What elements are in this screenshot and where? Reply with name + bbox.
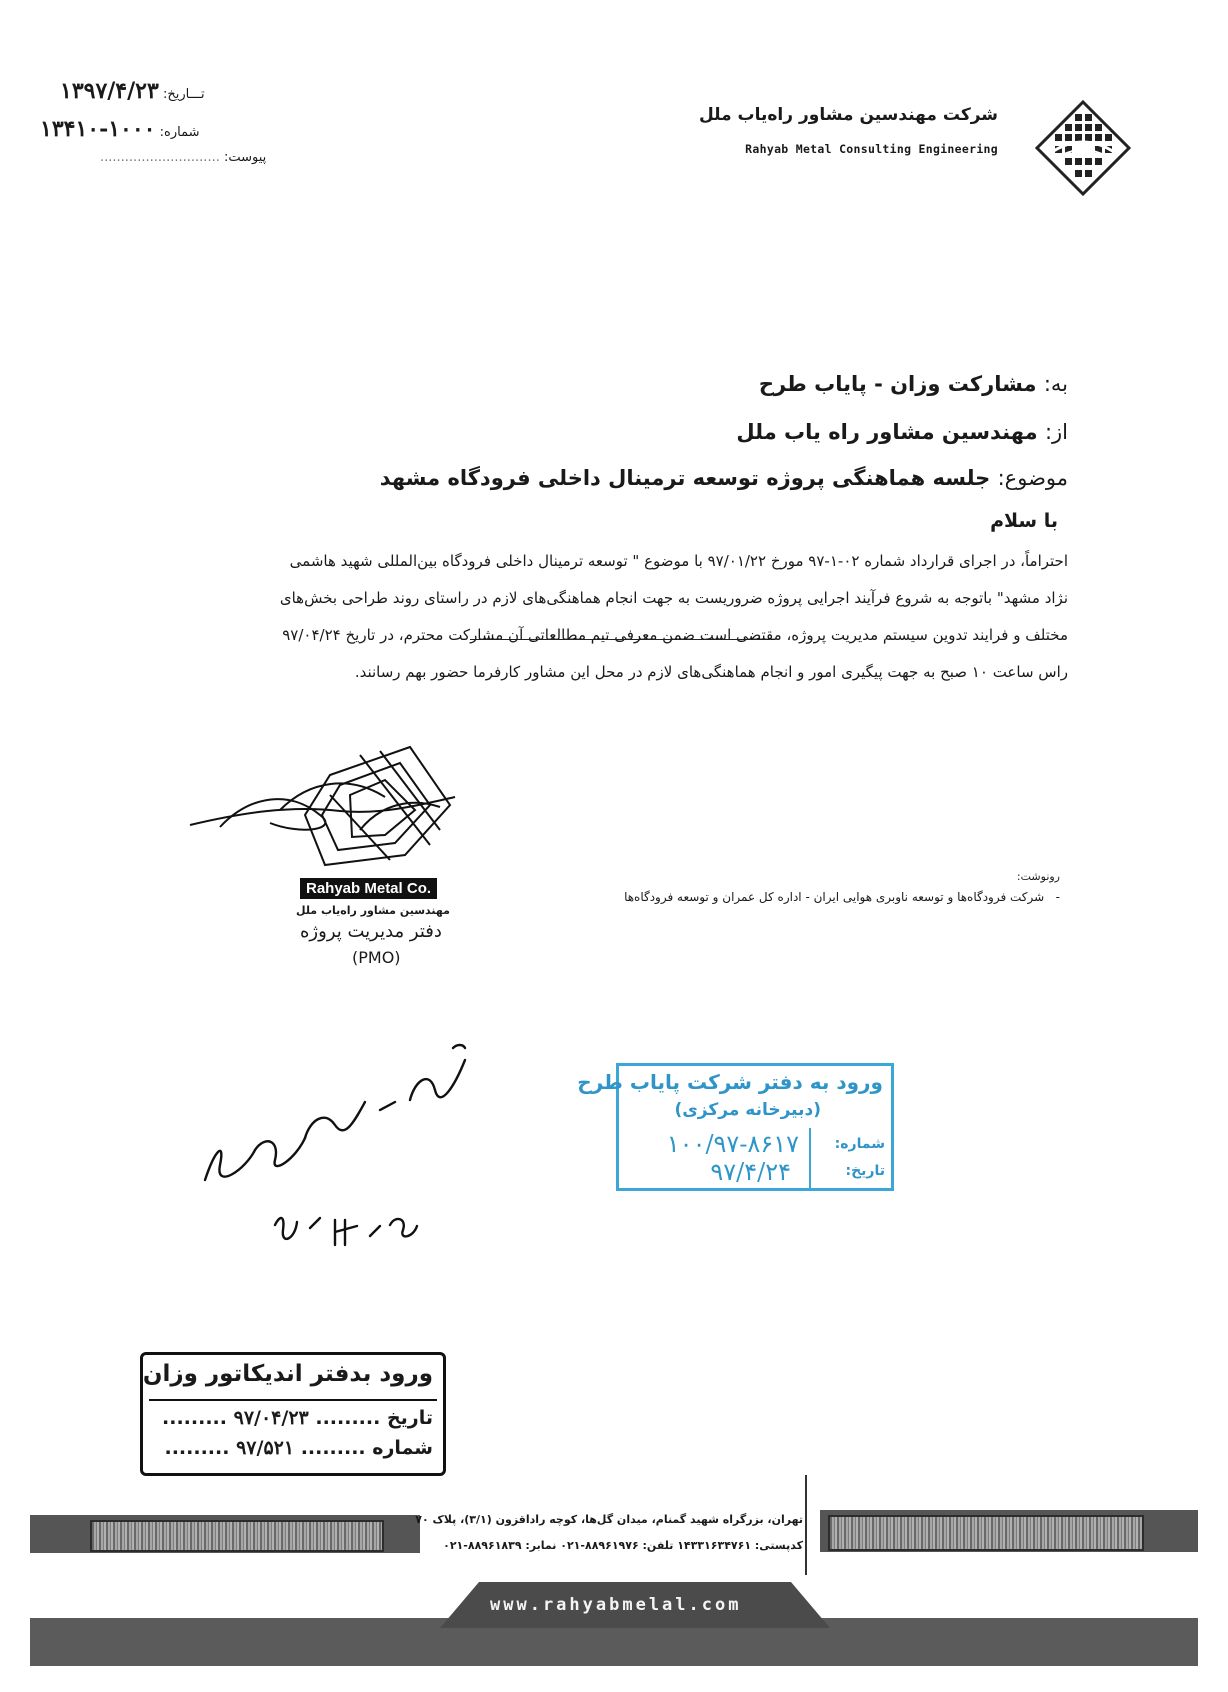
black-stamp-number-label: شماره xyxy=(372,1437,433,1459)
to-value: مشارکت وزان - پایاب طرح xyxy=(758,372,1037,396)
company-name-fa: شرکت مهندسین مشاور راه‌یاب ملل xyxy=(698,105,998,125)
from-value: مهندسین مشاور راه یاب ملل xyxy=(736,420,1038,444)
company-stamp-fa: مهندسین مشاور راه‌یاب ملل xyxy=(296,904,450,917)
blue-stamp-number-label: شماره: xyxy=(834,1136,885,1152)
attachment-label: پیوست: xyxy=(223,150,267,165)
black-stamp-date-label: تاریخ xyxy=(386,1407,433,1429)
company-name-en: Rahyab Metal Consulting Engineering xyxy=(745,142,998,156)
subject-label: موضوع: xyxy=(997,466,1068,490)
black-stamp-date-value: ۹۷/۰۴/۲۳ xyxy=(233,1407,309,1429)
subject-value: جلسه هماهنگی پروژه توسعه ترمینال داخلی فرودگاه مشهد xyxy=(379,466,991,490)
number-label: شماره: xyxy=(159,125,200,140)
greeting: با سلام xyxy=(990,510,1058,532)
body-underline xyxy=(470,639,770,640)
letter-body xyxy=(240,543,1068,691)
cc-text xyxy=(624,890,1060,904)
company-stamp-en: Rahyab Metal Co. xyxy=(300,878,437,899)
handwritten-note xyxy=(185,1040,485,1270)
cc-label: رونوشت: xyxy=(1016,870,1060,883)
entry-stamp-blue xyxy=(577,1063,894,1191)
to-line xyxy=(759,372,1068,396)
subject-line xyxy=(380,466,1068,490)
black-stamp-number-value: ۹۷/۵۲۱ xyxy=(236,1437,295,1459)
entry-stamp-black xyxy=(140,1352,446,1476)
footer-divider-vertical xyxy=(805,1475,807,1575)
footer-right-box xyxy=(828,1515,1144,1551)
date-value: ۱۳۹۷/۴/۲۳ xyxy=(60,78,159,104)
to-label: به: xyxy=(1043,372,1068,396)
pmo-office-abbr: (PMO) xyxy=(352,948,401,967)
blue-stamp-number-value: ۱۰۰/۹۷-۸۶۱۷ xyxy=(666,1130,799,1158)
letter-attachment xyxy=(100,150,266,165)
blue-stamp-subtitle: (دبیرخانه مرکزی) xyxy=(674,1100,821,1120)
footer-website: www.rahyabmelal.com xyxy=(490,1595,742,1615)
black-stamp-number-row: شماره ......... ۹۷/۵۲۱ ......... xyxy=(164,1437,433,1459)
cc-bullet: - xyxy=(1048,890,1060,904)
black-stamp-date-row: تاریخ ......... ۹۷/۰۴/۲۳ ......... xyxy=(162,1407,433,1429)
letter-number xyxy=(40,116,199,142)
cc-recipient: شرکت فرودگاه‌ها و توسعه ناوبری هوایی ایران - اداره کل عمران و توسعه فرودگاه‌ها xyxy=(624,890,1045,904)
blue-stamp-date-value: ۹۷/۴/۲۴ xyxy=(710,1158,791,1186)
footer-left-box xyxy=(90,1520,384,1552)
body-line: نژاد مشهد" باتوجه به شروع فرآیند اجرایی پروژه ضروریست به جهت انجام هماهنگی‌های لازم در راستای روند طراحی بخش‌های xyxy=(279,589,1068,607)
blue-stamp-date-label: تاریخ: xyxy=(845,1163,885,1179)
from-line xyxy=(736,420,1068,444)
company-logo xyxy=(1035,100,1131,196)
date-label: تـــاریخ: xyxy=(162,87,205,102)
footer-address-1: تهران، بزرگراه شهید گمنام، میدان گل‌ها، کوچه راداقزون (۳/۱)، پلاک ۷۰ xyxy=(415,1513,803,1526)
black-stamp-date-dots: ......... xyxy=(315,1407,381,1429)
footer-address-2: کدپستی: ۱۴۳۳۱۶۳۴۷۶۱ تلفن: ۸۸۹۶۱۹۷۶-۰۲۱ نمابر: ۸۸۹۶۱۸۳۹-۰۲۱ xyxy=(443,1539,803,1552)
body-line: راس ساعت ۱۰ صبح به جهت پیگیری امور و انجام هماهنگی‌های لازم در محل این مشاور کارفرما حضور بهم رسانند. xyxy=(354,663,1068,681)
black-stamp-divider xyxy=(149,1399,437,1401)
black-stamp-title: ورود بدفتر اندیکاتور وزان xyxy=(142,1361,433,1387)
handwritten-line-2 xyxy=(200,1160,203,1161)
from-label: از: xyxy=(1044,420,1068,444)
letter-date xyxy=(60,78,205,104)
black-stamp-number-dots: ......... xyxy=(300,1437,366,1459)
blue-stamp-divider xyxy=(809,1128,811,1188)
pmo-office-label: دفتر مدیریت پروژه xyxy=(300,921,442,942)
handwritten-line-1 xyxy=(200,1155,208,1156)
blue-stamp-title: ورود به دفتر شرکت پایاب طرح xyxy=(577,1070,883,1094)
attachment-dots: ............................. xyxy=(100,150,220,165)
body-line: مختلف و فرایند تدوین سیستم مدیریت پروژه، مقتضی است ضمن معرفی تیم مطالعاتی آن مشارکت محترم، در تاریخ ۹۷/۰۴/۲۴ xyxy=(282,626,1068,644)
body-line: احتراماً، در اجرای قرارداد شماره ۰۲-۱-۹۷ مورخ ۹۷/۰۱/۲۲ با موضوع " توسعه ترمینال داخلی فرودگاه بین‌المللی شهید هاشمی xyxy=(289,552,1068,570)
number-value: ۱۰۰۰-۱۳۴۱۰ xyxy=(40,116,156,142)
